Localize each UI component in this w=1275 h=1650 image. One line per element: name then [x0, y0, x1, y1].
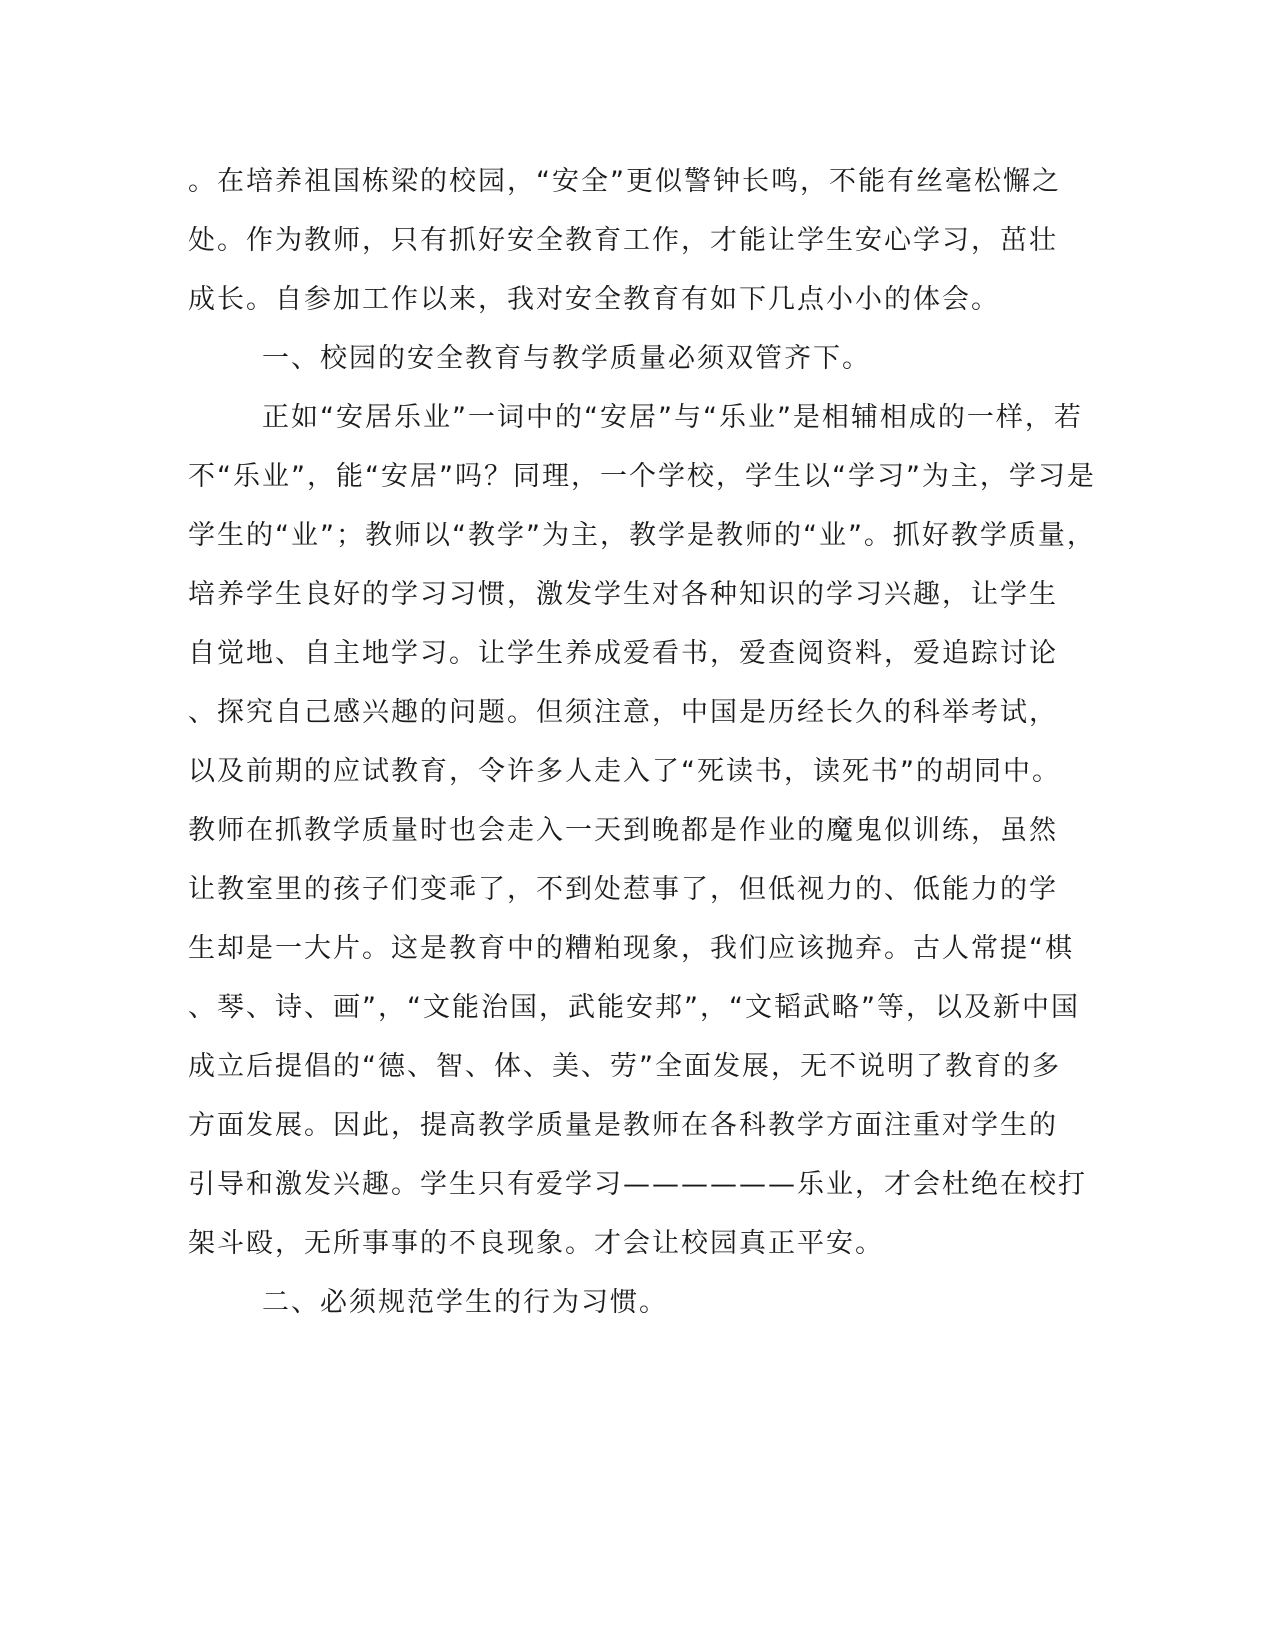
text-line: 生却是一大片。这是教育中的糟粕现象，我们应该抛弃。古人常提“棋	[188, 933, 1074, 964]
text-line: 让教室里的孩子们变乖了，不到处惹事了，但低视力的、低能力的学	[188, 874, 1058, 905]
text-line: 方面发展。因此，提高教学质量是教师在各科教学方面注重对学生的	[188, 1110, 1058, 1141]
text-line: 。在培养祖国栋梁的校园，“安全”更似警钟长鸣，不能有丝毫松懈之	[188, 166, 1061, 197]
text-line: 成长。自参加工作以来，我对安全教育有如下几点小小的体会。	[188, 284, 1000, 315]
text-line: 教师在抓教学质量时也会走入一天到晚都是作业的魔鬼似训练，虽然	[188, 815, 1058, 846]
text-line: 不“乐业”，能“安居”吗？同理，一个学校，学生以“学习”为主，学习是	[188, 461, 1096, 492]
text-line: 架斗殴，无所事事的不良现象。才会让校园真正平安。	[188, 1228, 884, 1259]
section-heading-2: 二、必须规范学生的行为习惯。	[262, 1287, 668, 1318]
text-line: 正如“安居乐业”一词中的“安居”与“乐业”是相辅相成的一样，若	[262, 402, 1083, 433]
text-line: 自觉地、自主地学习。让学生养成爱看书，爱查阅资料，爱追踪讨论	[188, 638, 1058, 669]
section-heading-1: 一、校园的安全教育与教学质量必须双管齐下。	[262, 343, 871, 374]
text-line: 、探究自己感兴趣的问题。但须注意，中国是历经长久的科举考试，	[188, 697, 1058, 728]
text-line: 以及前期的应试教育，令许多人走入了“死读书，读死书”的胡同中。	[188, 756, 1061, 787]
text-line: 成立后提倡的“德、智、体、美、劳”全面发展，无不说明了教育的多	[188, 1051, 1061, 1082]
text-line: 培养学生良好的学习习惯，激发学生对各种知识的学习兴趣，让学生	[188, 579, 1058, 610]
text-line: 学生的“业”；教师以“教学”为主，教学是教师的“业”。抓好教学质量，	[188, 520, 1096, 551]
text-line: 、琴、诗、画”，“文能治国，武能安邦”，“文韬武略”等，以及新中国	[188, 992, 1080, 1023]
text-line: 引导和激发兴趣。学生只有爱学习——————乐业，才会杜绝在校打	[188, 1169, 1087, 1200]
text-line: 处。作为教师，只有抓好安全教育工作，才能让学生安心学习，茁壮	[188, 225, 1058, 256]
